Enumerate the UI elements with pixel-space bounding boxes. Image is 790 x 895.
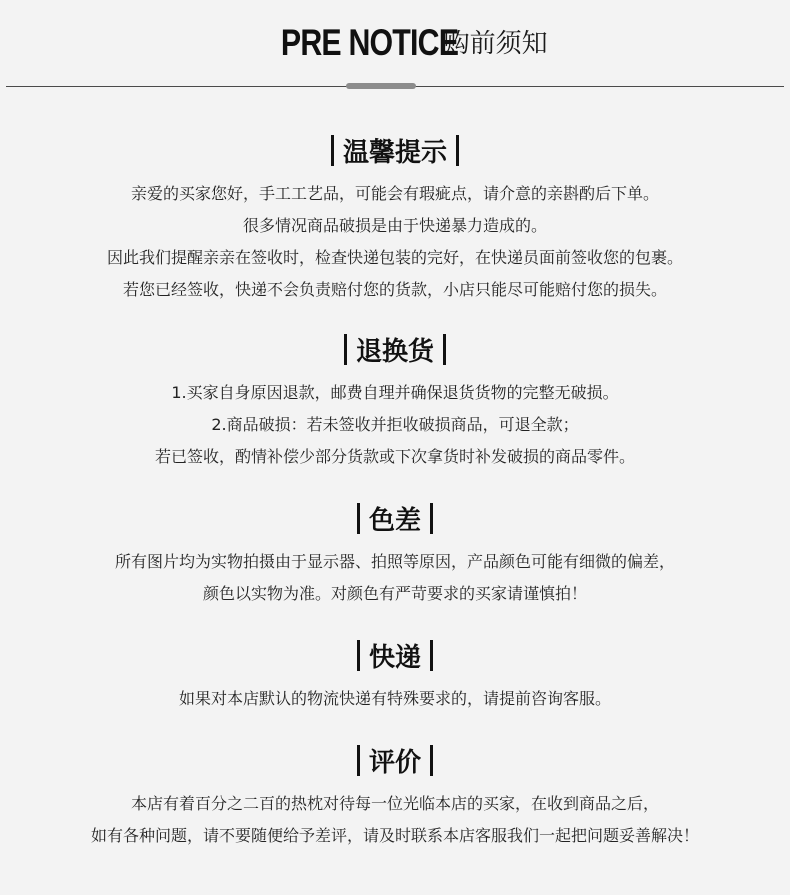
section-body [0, 377, 790, 473]
section-heading-text: 色差 [368, 505, 421, 536]
section-tips [0, 130, 790, 306]
body-line: 2.商品破损：若未签收并拒收破损商品，可退全款； [211, 415, 579, 434]
page-title [0, 22, 790, 64]
body-line: 1.买家自身原因退款，邮费自理并确保退货货物的完整无破损。 [171, 383, 619, 402]
section-body [0, 546, 790, 610]
section-body [0, 178, 790, 306]
section-heading [357, 635, 433, 675]
title-chinese: 购前须知 [443, 29, 548, 59]
section-returns [0, 329, 790, 473]
heading-bar-left [357, 640, 360, 671]
heading-bar-left [331, 135, 334, 166]
body-line: 本店有着百分之二百的热枕对待每一位光临本店的买家，在收到商品之后， [130, 794, 659, 813]
body-line: 所有图片均为实物拍摄由于显示器、拍照等原因，产品颜色可能有细微的偏差， [114, 552, 675, 571]
section-body [0, 683, 790, 715]
heading-bar-right [430, 745, 433, 776]
header-divider-accent [346, 83, 416, 89]
title-english: PRE NOTICE [281, 22, 459, 63]
section-heading [357, 498, 433, 538]
heading-bar-left [357, 503, 360, 534]
body-line: 如有各种问题，请不要随便给予差评，请及时联系本店客服我们一起把问题妥善解决！ [90, 826, 699, 845]
body-line: 亲爱的买家您好，手工工艺品，可能会有瑕疵点，请介意的亲斟酌后下单。 [130, 184, 659, 203]
heading-bar-right [430, 503, 433, 534]
section-heading [357, 740, 433, 780]
section-color-difference [0, 498, 790, 610]
heading-bar-right [456, 135, 459, 166]
body-line: 若已签收，酌情补偿少部分货款或下次拿货时补发破损的商品零件。 [154, 447, 635, 466]
body-line: 颜色以实物为准。对颜色有严苛要求的买家请谨慎拍！ [202, 584, 587, 603]
heading-bar-left [357, 745, 360, 776]
heading-bar-right [430, 640, 433, 671]
heading-bar-left [344, 334, 347, 365]
heading-bar-right [443, 334, 446, 365]
section-body [0, 788, 790, 852]
section-heading-text: 退换货 [355, 336, 434, 367]
section-reviews [0, 740, 790, 852]
page-header [0, 0, 790, 100]
section-heading [344, 329, 446, 369]
section-heading-text: 评价 [368, 747, 421, 778]
section-heading-text: 温馨提示 [342, 137, 447, 168]
body-line: 很多情况商品破损是由于快递暴力造成的。 [242, 216, 547, 235]
section-heading [331, 130, 459, 170]
body-line: 因此我们提醒亲亲在签收时，检查快递包装的完好，在快递员面前签收您的包裹。 [106, 248, 683, 267]
section-shipping [0, 635, 790, 715]
section-heading-text: 快递 [368, 642, 421, 673]
body-line: 如果对本店默认的物流快递有特殊要求的，请提前咨询客服。 [178, 689, 611, 708]
body-line: 若您已经签收，快递不会负责赔付您的货款，小店只能尽可能赔付您的损失。 [122, 280, 667, 299]
